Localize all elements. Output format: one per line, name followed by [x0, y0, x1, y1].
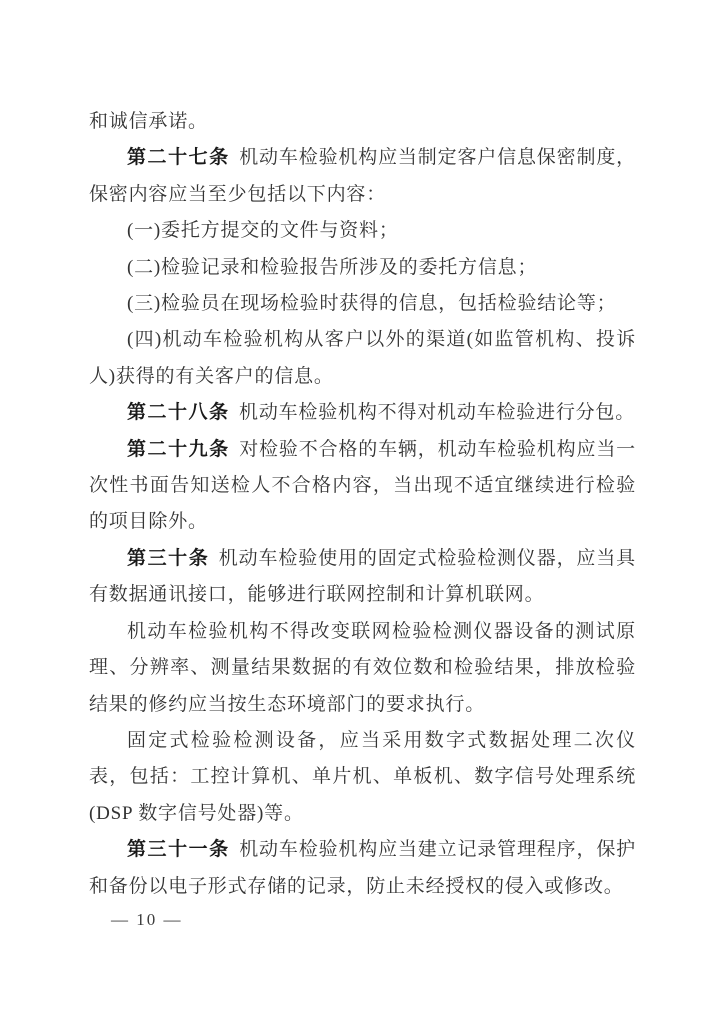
paragraph-text: 对检验不合格的车辆，机动车检验机构应当一次性书面告知送检人不合格内容，当出现不适宜继续进行检验的项目除外。: [89, 438, 636, 533]
clause-30-number: 第三十条: [127, 547, 210, 569]
body-paragraph-fixed-equipment: [89, 723, 636, 832]
clause-31-number: 第三十一条: [127, 839, 230, 861]
list-item-4: [89, 322, 636, 395]
clause-29-number: 第二十九条: [127, 438, 230, 460]
clause-27-paragraph: [89, 140, 636, 213]
list-item-1: [89, 213, 636, 249]
clause-27-number: 第二十七条: [127, 147, 230, 169]
paragraph-text: 机动车检验机构不得改变联网检验检测仪器设备的测试原理、分辨率、测量结果数据的有效位数和检验结果，排放检验结果的修约应当按生态环境部门的要求执行。: [89, 620, 636, 715]
page-number: — 10 —: [111, 910, 183, 929]
paragraph-text: 和诚信承诺。: [89, 111, 208, 132]
clause-28-number: 第二十八条: [127, 402, 230, 424]
paragraph-text: 机动车检验机构应当制定客户信息保密制度，保密内容应当至少包括以下内容：: [89, 147, 636, 205]
document-body: [89, 104, 636, 905]
paragraph-text: 固定式检验检测设备，应当采用数字式数据处理二次仪表，包括：工控计算机、单片机、单板机、数字信号处理系统(DSP 数字信号处器)等。: [89, 729, 636, 824]
clause-28-paragraph: [89, 395, 636, 431]
clause-31-paragraph: [89, 832, 636, 905]
paragraph-text: (一)委托方提交的文件与资料；: [127, 220, 399, 242]
clause-29-paragraph: [89, 432, 636, 541]
paragraph-text: (三)检验员在现场检验时获得的信息，包括检验结论等；: [127, 293, 617, 315]
list-item-3: [89, 286, 636, 322]
paragraph-text: 机动车检验机构应当建立记录管理程序，保护和备份以电子形式存储的记录，防止未经授权的侵入或修改。: [89, 839, 636, 897]
list-item-2: [89, 250, 636, 286]
paragraph-text: (二)检验记录和检验报告所涉及的委托方信息；: [127, 256, 538, 278]
paragraph-continuation: [89, 104, 636, 140]
paragraph-text: (四)机动车检验机构从客户以外的渠道(如监管机构、投诉人)获得的有关客户的信息。: [89, 329, 636, 387]
body-paragraph-network-devices: [89, 614, 636, 723]
clause-30-paragraph: [89, 541, 636, 614]
paragraph-text: 机动车检验机构不得对机动车检验进行分包。: [239, 402, 636, 424]
paragraph-text: 机动车检验使用的固定式检验检测仪器，应当具有数据通讯接口，能够进行联网控制和计算机联网。: [89, 547, 636, 606]
